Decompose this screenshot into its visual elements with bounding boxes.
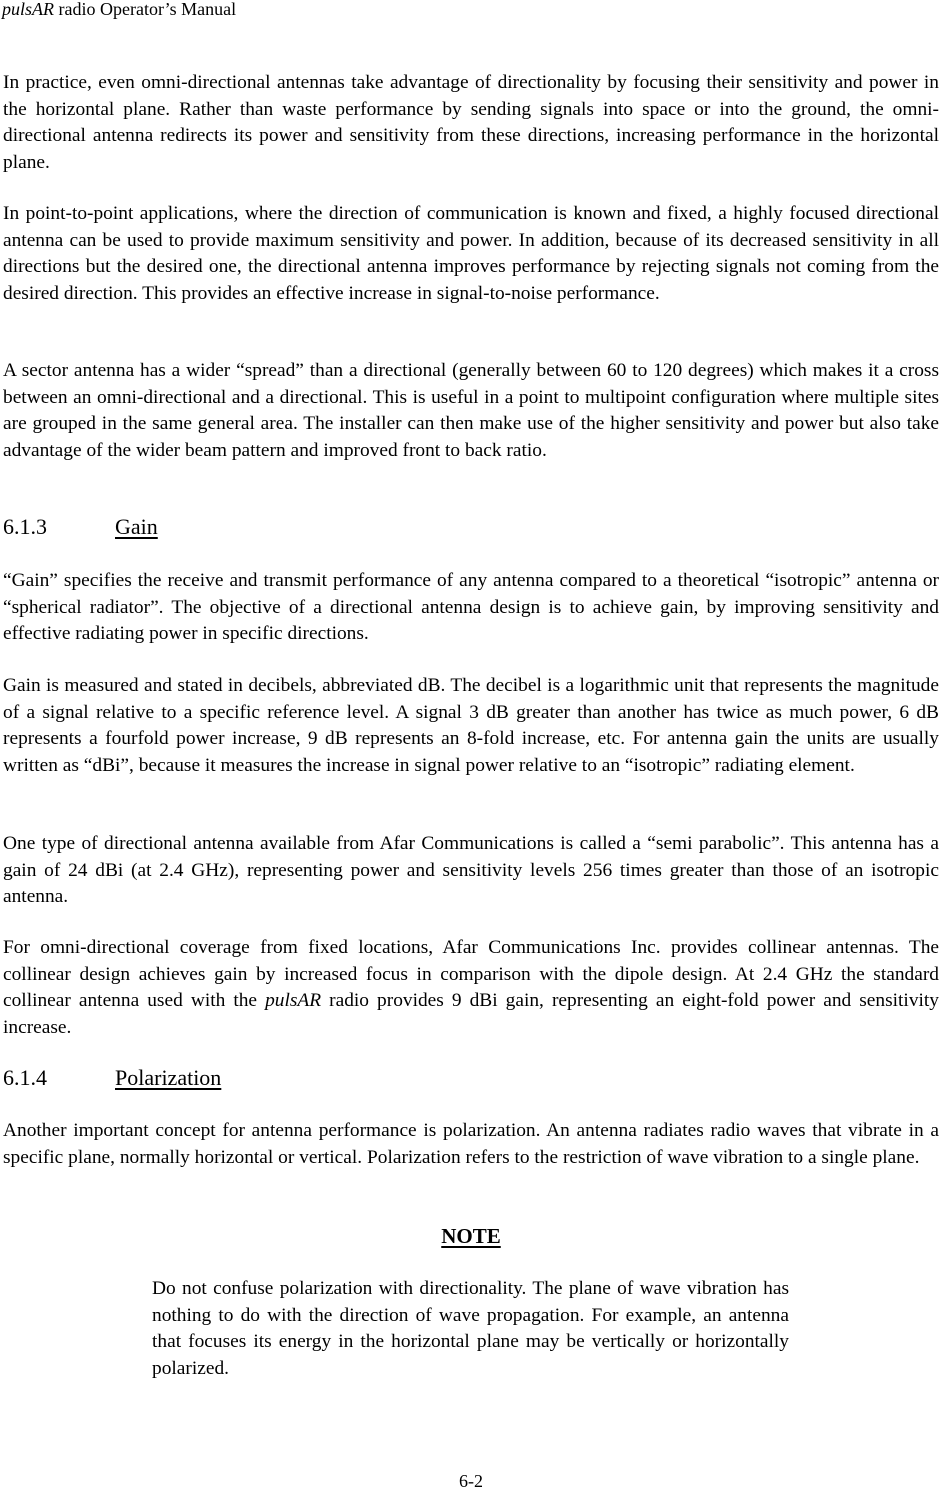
paragraph-sector-antenna: A sector antenna has a wider “spread” than a directional (generally between 60 to 120 degrees) which makes it a cross between an omni-directional and a directional. This is useful in a point to multipoint configuration where multiple sites are grouped in the same general area. The installer can then make use of the higher sensitivity and power but also take advantage of the wider beam pattern and improved front to back ratio. xyxy=(3,360,939,461)
page-number: 6-2 xyxy=(459,1471,483,1491)
running-header xyxy=(2,0,236,21)
note-text: Do not confuse polarization with directionality. The plane of wave vibration has nothing to do with the direction of wave propagation. For example, an antenna that focuses its energy in the horizontal plane may be vertically or horizontally polarized. xyxy=(152,1278,789,1379)
section-number: 6.1.3 xyxy=(3,514,47,539)
collinear-brand: pulsAR xyxy=(265,990,322,1011)
paragraph-point-to-point: In point-to-point applications, where the direction of communication is known and fixed, a highly focused directional antenna can be used to provide maximum sensitivity and power. In addition, because of its decreased sensitivity in all directions but the desired one, the directional antenna improves performance by rejecting signals not coming from the desired direction. This provides an effective increase in signal-to-noise performance. xyxy=(3,203,939,304)
section-title: Gain xyxy=(115,514,158,539)
header-title: radio Operator’s Manual xyxy=(54,0,237,19)
paragraph-omni-directionality: In practice, even omni-directional antennas take advantage of directionality by focusing their sensitivity and power in the horizontal plane. Rather than waste performance by sending signals into space or into the ground, the omni-directional antenna redirects its power and sensitivity from these directions, increasing performance in the horizontal plane. xyxy=(3,72,939,173)
collinear-text-end: radio provides 9 dBi gain, representing an eight-fold power and sensitivity increase. xyxy=(3,990,939,1038)
collinear-text-start: For omni-directional coverage from fixed locations, Afar Communications Inc. provides collinear antennas. The collinear design achieves gain by increased focus in comparison with the dipole design. At 2.4 GHz the standard collinear antenna used with the xyxy=(3,937,939,1011)
header-brand: pulsAR xyxy=(2,0,54,19)
paragraph-semi-parabolic: One type of directional antenna available from Afar Communications is called a “semi parabolic”. This antenna has a gain of 24 dBi (at 2.4 GHz), representing power and sensitivity levels 256 times greater than those of an isotropic antenna. xyxy=(3,833,939,907)
section-title: Polarization xyxy=(115,1065,222,1090)
section-heading-gain xyxy=(3,513,158,541)
paragraph-gain-definition: “Gain” specifies the receive and transmit performance of any antenna compared to a theoretical “isotropic” antenna or “spherical radiator”. The objective of a directional antenna design is to achieve gain, by improving sensitivity and effective radiating power in specific directions. xyxy=(3,570,939,644)
section-heading-polarization xyxy=(3,1064,221,1092)
note-heading: NOTE xyxy=(441,1224,501,1248)
paragraph-polarization: Another important concept for antenna performance is polarization. An antenna radiates radio waves that vibrate in a specific plane, normally horizontal or vertical. Polarization refers to the restriction of wave vibration to a single plane. xyxy=(3,1120,939,1168)
section-number: 6.1.4 xyxy=(3,1065,47,1090)
paragraph-collinear xyxy=(3,935,939,1041)
paragraph-decibels: Gain is measured and stated in decibels, abbreviated dB. The decibel is a logarithmic unit that represents the magnitude of a signal relative to a specific reference level. A signal 3 dB greater than another has twice as much power, 6 dB represents a fourfold power increase, 9 dB represents an 8-fold increase, etc. For antenna gain the units are usually written as “dBi”, because it measures the increase in signal power relative to an “isotropic” radiating element. xyxy=(3,675,939,776)
